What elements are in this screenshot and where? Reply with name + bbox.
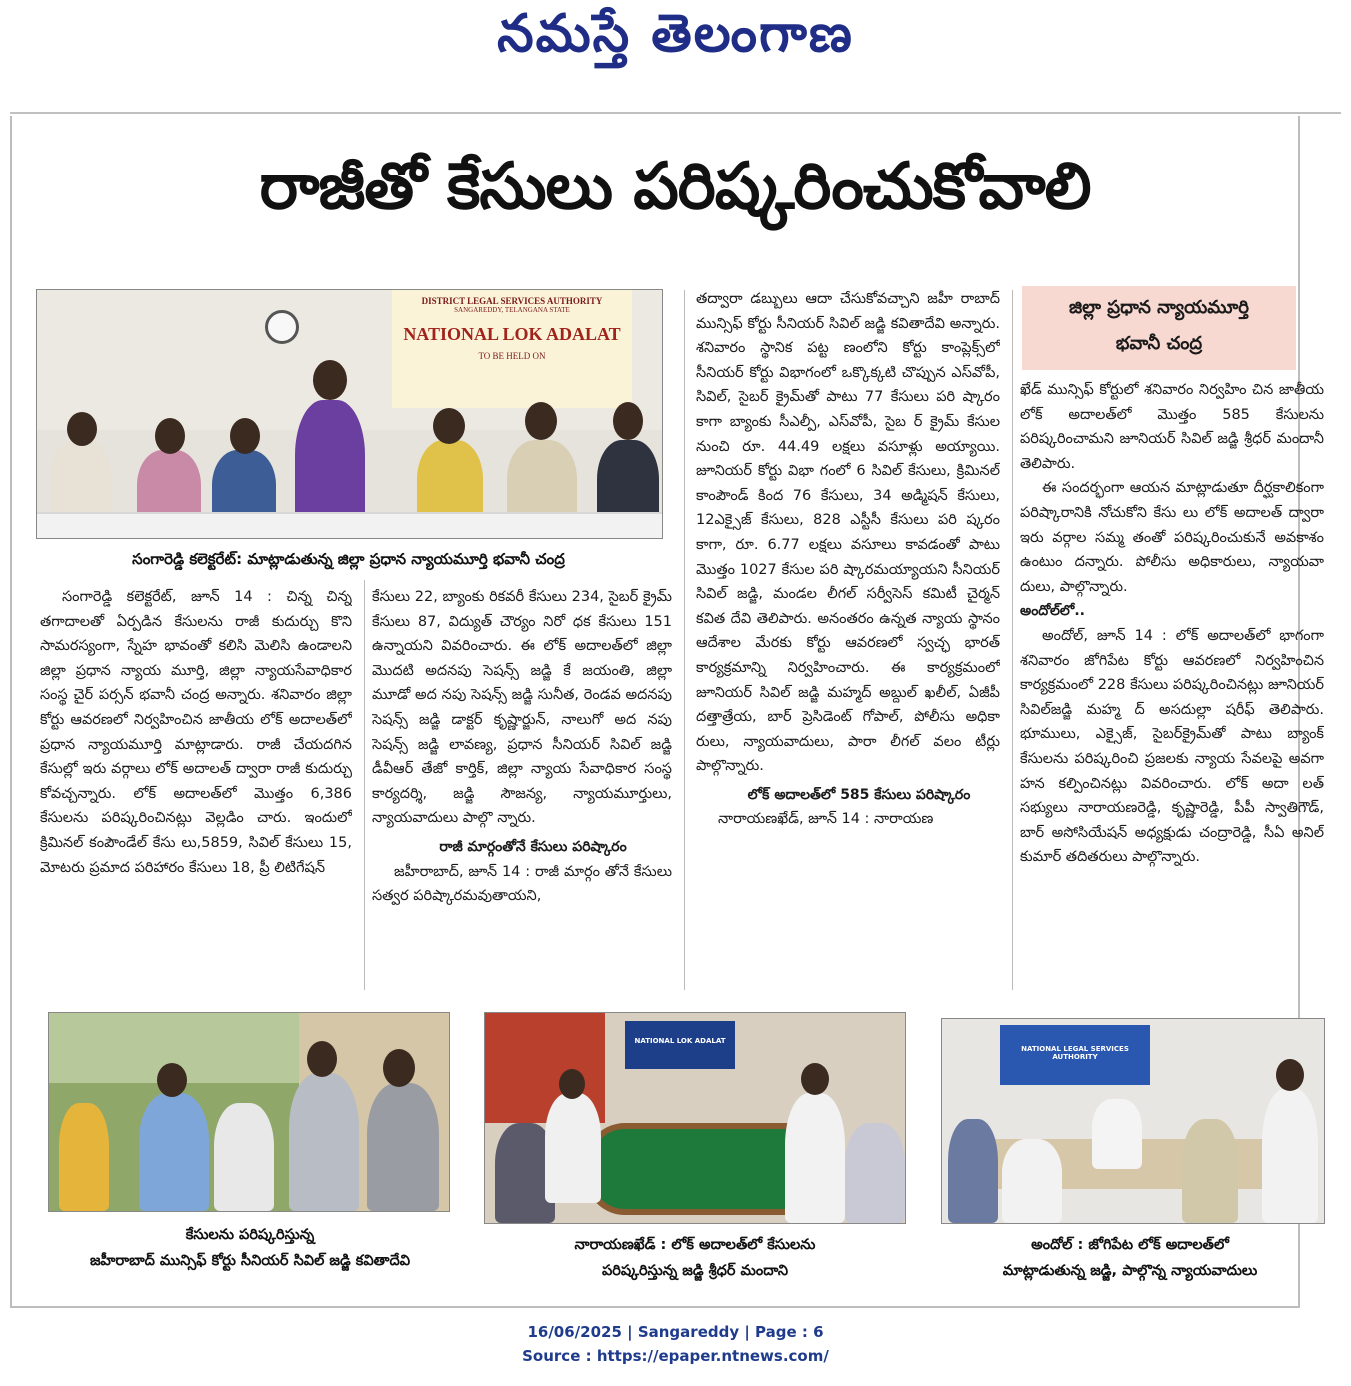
paragraph: నారాయణఖేడ్, జూన్ 14 : నారాయణ	[718, 811, 934, 828]
person-figure	[1182, 1119, 1238, 1223]
masthead-title: నమస్తే తెలంగాణ	[497, 4, 854, 64]
person-figure	[545, 1093, 601, 1203]
person-head	[157, 1063, 187, 1097]
caption-line: పరిష్కరిస్తున్న జడ్జి శ్రీధర్ మందాని	[601, 1263, 789, 1279]
bottom-photo-3	[941, 1018, 1325, 1224]
section-subhead: రాజీ మార్గంతోనే కేసులు పరిష్కారం	[439, 838, 627, 855]
bottom-photo-1-caption	[40, 1222, 460, 1274]
article-column-1	[40, 585, 352, 985]
banner-line2: SANGAREDDY, TELANGANA STATE	[454, 306, 570, 314]
bottom-photo-3-caption	[930, 1232, 1330, 1284]
person-head	[67, 412, 97, 446]
paragraph: తద్వారా డబ్బులు ఆదా చేసుకోవచ్చాని జహీ రాబాద్ మున్సిఫ్ కోర్టు సీనియర్ సివిల్ జడ్జి కవితాదేవి అన్నారు. శనివారం స్థానిక పట్ట ణంలోని కోర్టు కాంప్లెక్స్‌లో సీనియర్ కోర్టు విభాగంలో ఒక్కొక్కటి చొప్పున ఎస్‌వోపీ, సివిల్, సైబర్ క్రైమ్‌తో పాటు 77 కేసులు పరి ష్కారం కాగా బ్యాంకు సీఎల్పీ, ఎస్‌వోపీ, సైబ ర్ క్రైమ్ కేసుల నుంచి రూ. 44.49 లక్షలు వసూళ్లు అయ్యాయి. జూనియర్ కోర్టు విభా గంలో 6 సివిల్ కేసులు, క్రిమినల్ కాంపౌండ్ కింద 76 కేసులు, 34 అడ్మిషన్ కేసులు, 12ఎక్సైజ్ కేసులు, 828 ఎస్టీసీ కేసులు పరి ష్కరం కాగా, రూ. 6.77 లక్షలు వసూలు కావడంతో పాటు మొత్తం 1027 కేసుల పరి ష్కారమయ్యాయని సీనియర్ సివిల్ జడ్జి, మండల లీగల్ సర్వీసెస్ కమిటీ చైర్మన్ కవిత దేవి తెలిపారు. అనంతరం ఉన్నత న్యాయ స్థానం ఆదేశాల మేరకు కోర్టు ఆవరణలో స్వచ్ఛ భారత్ కార్యక్రమాన్ని నిర్వహించారు. ఈ కార్యక్రమంలో జూనియర్ సివిల్ జడ్జి మహ్మద్ అబ్దుల్ ఖలీల్, ఏజీపీ దత్తాత్రేయ, బార్ ప్రెసిడెంట్ గోపాల్, పోలీసు అధికా రులు, న్యాయవాదులు, పారా లీగల్ వలం టీర్లు పాల్గొన్నారు.	[696, 291, 1000, 775]
paragraph: ఖేడ్ మున్సిఫ్ కోర్టులో శనివారం నిర్వహిం చిన జాతీయ లోక్ అదాలత్‌లో మొత్తం 585 కేసులను పరిష్కరించామని జూనియర్ సివిల్ జడ్జి శ్రీధర్ మందానీ తెలిపారు.	[1020, 382, 1324, 472]
person-figure	[948, 1119, 998, 1223]
paragraph: అందోల్, జూన్ 14 : లోక్ అదాలత్‌లో భాగంగా శనివారం జోగిపేట కోర్టు ఆవరణలో నిర్వహించిన కార్యక్రమంలో 228 కేసులు పరిష్కరించినట్లు జూనియర్ సివిల్‌జడ్జి మహ్మ ద్ అసదుల్లా షరీఫ్ తెలిపారు. భూములు, ఎక్సైజ్, సైబర్‌క్రైమ్‌తో పాటు బ్యాంక్ కేసులను పరిష్కరించి ప్రజలకు న్యాయ సేవలపై అవగా హన కల్పించినట్లు వివరించారు. లోక్ అదా లత్ సభ్యులు నారాయణరెడ్డి, కృష్ణారెడ్డి, పీపీ స్వాతిగౌడ్, బార్ అసోసియేషన్ అధ్యక్షుడు చంద్రారెడ్డి, సీఏ అనిల్ కుమార్ తదితరులు పాల్గొన్నారు.	[1020, 627, 1324, 866]
person-head	[383, 1049, 415, 1087]
banner-line1: DISTRICT LEGAL SERVICES AUTHORITY	[421, 296, 603, 306]
paragraph: సంగారెడ్డి కలెక్టరేట్, జూన్ 14 : చిన్న చిన్న తగాదాలతో ఏర్పడిన కేసులను రాజీ కుదుర్చు కొని సామరస్యంగా, స్నేహ భావంతో కలిసి మెలిసి ఉండాలని జిల్లా ప్రధాన న్యాయ మూర్తి, జిల్లా న్యాయసేవాధికార సంస్థ చైర్‌ పర్సన్ భవానీ చంద్ర అన్నారు. శనివారం జిల్లా కోర్టు ఆవరణలో నిర్వహించిన జాతీయ లోక్ అదాలత్‌లో ప్రధాన న్యాయమూర్తి మాట్లాడారు. రాజీ చేయదగిన కేసుల్లో ఇరు వర్గాలు లోక్ అదాలత్ ద్వారా రాజీ కుదుర్చు కోవచ్చన్నారు. లోక్ అదాలత్‌లో మొత్తం 6,386 కేసులను పరిష్కరించినట్లు వెల్లడిం చారు. ఇందులో క్రిమినల్ కంపౌండేల్ కేసు లు,5859, సివిల్ కేసులు 15, మోటరు ప్రమాద పరిహారం కేసులు 18, ప్రీ లిటిగేషన్	[40, 589, 352, 876]
paragraph: జహీరాబాద్, జూన్ 14 : రాజీ మార్గం తోనే కేసులు సత్వర పరిష్కారమవుతాయని,	[372, 863, 672, 905]
lok-adalat-banner	[392, 290, 632, 408]
footer-date-page: 16/06/2025 | Sangareddy | Page : 6	[527, 1323, 824, 1341]
caption-line: మాట్లాడుతున్న జడ్జి, పాల్గొన్న న్యాయవాదులు	[1002, 1263, 1258, 1279]
person-head	[1276, 1059, 1304, 1091]
person-figure	[1092, 1099, 1142, 1169]
sidebox-highlight	[1022, 286, 1296, 370]
article-headline: రాజీతో కేసులు పరిష్కరించుకోవాలి	[259, 150, 1091, 224]
article-column-3	[696, 287, 1000, 999]
banner-sub: TO BE HELD ON	[478, 351, 546, 361]
person-figure	[1262, 1089, 1318, 1223]
person-figure	[214, 1103, 274, 1211]
person-figure	[289, 1073, 359, 1211]
article-column-4	[1020, 378, 1324, 998]
caption-line: కేసులను పరిష్కరిస్తున్న	[185, 1227, 315, 1243]
legal-services-banner	[1000, 1025, 1150, 1085]
banner-text: NATIONAL LOK ADALAT	[634, 1037, 726, 1045]
bottom-photo-1	[48, 1012, 450, 1212]
column-divider	[364, 580, 365, 990]
paragraph: ఈ సందర్భంగా ఆయన మాట్లాడుతూ దీర్ఘకాలికంగా పరిష్కారానికి నోచుకోని కేసు లు లోక్ అదాలత్ ద్వారా ఇరు వర్గాల సమ్మ తంతో పరిష్కరించుకునే అవకాశం ఉంటుం దన్నారు. పోలీసు అధికారులు, న్యాయవా దులు, పాల్గొన్నారు.	[1020, 480, 1324, 595]
bottom-photo-2-caption	[480, 1232, 910, 1284]
caption-line: అందోల్ : జోగిపేట లోక్ అదాలత్‌లో	[1031, 1237, 1229, 1253]
section-subhead: అందోల్‌లో..	[1020, 603, 1085, 620]
person-figure	[139, 1093, 209, 1211]
sidebox-line1: జిల్లా ప్రధాన న్యాయమూర్తి	[1069, 297, 1249, 318]
column-divider	[684, 290, 685, 990]
banner-text: NATIONAL LEGAL SERVICES AUTHORITY	[1021, 1045, 1129, 1061]
main-photo	[36, 289, 663, 539]
caption-line: జహీరాబాద్ మున్సిఫ్ కోర్టు సీనియర్ సివిల్ జడ్జి కవితాదేవి	[89, 1253, 411, 1269]
person-figure	[59, 1103, 109, 1211]
lok-adalat-banner	[625, 1021, 735, 1069]
person-figure	[1002, 1139, 1062, 1223]
person-head	[525, 402, 557, 440]
person-head	[613, 402, 643, 440]
person-head	[433, 408, 465, 444]
person-head	[559, 1069, 585, 1099]
article-column-2	[372, 585, 672, 985]
person-figure	[785, 1093, 845, 1223]
column-divider	[1012, 290, 1013, 990]
section-subhead: లోక్ అదాలత్‌లో 585 కేసులు పరిష్కారం	[747, 786, 971, 803]
masthead-divider	[10, 112, 1341, 114]
person-figure	[845, 1123, 905, 1223]
person-head	[230, 418, 260, 454]
wall-clock-icon	[265, 310, 299, 344]
person-head	[307, 1041, 337, 1077]
person-head	[801, 1063, 829, 1095]
person-figure	[367, 1083, 439, 1211]
footer-source-link[interactable]: Source : https://epaper.ntnews.com/	[522, 1347, 829, 1365]
paragraph: కేసులు 22, బ్యాంకు రికవరీ కేసులు 234, సైబర్ క్రైమ్ కేసులు 87, విద్యుత్ చౌర్యం నిరో ధక కేసులు 151 ఉన్నాయని వివరించారు. ఈ లోక్ అదాలత్‌లో జిల్లా మొదటి అదనపు సెషన్స్ జడ్జి కే జయంతి, జిల్లా మూడో అద నపు సెషన్స్ జడ్జి సునీత, రెండవ అదనపు సెషన్స్ జడ్జి డాక్టర్ కృష్ణార్జున్, నాలుగో అద నపు సెషన్స్ జడ్జి లావణ్య, ప్రధాన సీనియర్ సివిల్ జడ్జి డీవీఆర్ తేజో కార్తిక్, జిల్లా న్యాయ సేవాధికార సంస్థ కార్యదర్శి, జడ్జి సౌజన్య, న్యాయమూర్తులు, న్యాయవాదులు పాల్గొ న్నారు.	[372, 589, 672, 827]
sidebox-line2: భవానీ చంద్ర	[1115, 333, 1203, 354]
dais-table	[37, 512, 662, 539]
caption-line: నారాయణఖేడ్ : లోక్ అదాలత్‌లో కేసులను	[574, 1237, 816, 1253]
main-photo-caption: సంగారెడ్డి కలెక్టరేట్: మాట్లాడుతున్న జిల్లా ప్రధాన న్యాయమూర్తి భవానీ చంద్ర	[132, 550, 565, 568]
person-head	[155, 418, 185, 454]
person-head	[313, 360, 347, 400]
banner-main: NATIONAL LOK ADALAT	[403, 324, 621, 344]
bottom-photo-2	[484, 1012, 906, 1224]
